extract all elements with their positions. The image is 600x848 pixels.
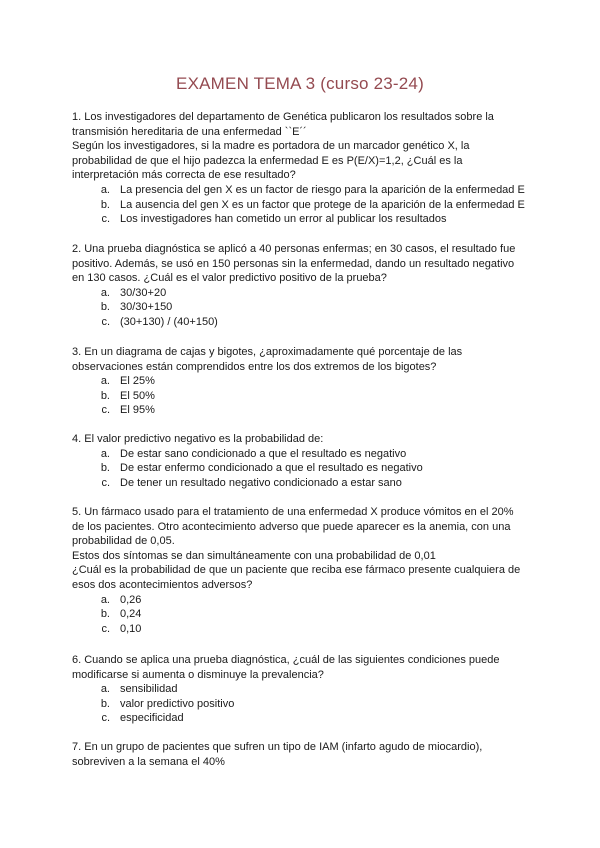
answer-option — [72, 403, 532, 418]
answer-options — [72, 447, 532, 491]
question-text-line: Según los investigadores, si la madre es portadora de un marcador genético X, la — [72, 140, 470, 153]
option-text: 0,24 — [120, 608, 142, 621]
question-3 — [72, 345, 532, 418]
option-marker: c. — [101, 213, 110, 226]
question-text-line: 2. Una prueba diagnóstica se aplicó a 40 personas enfermas; en 30 casos, el resultado fue — [72, 243, 516, 255]
option-text: Los investigadores han cometido un error al publicar los resultados — [120, 213, 447, 226]
option-marker: c. — [101, 315, 110, 328]
answer-option — [72, 315, 532, 330]
question-text-line: ¿Cuál es la probabilidad de que un paciente que reciba ese fármaco presente cualquiera de — [72, 564, 521, 577]
answer-option — [72, 198, 532, 213]
answer-option — [72, 593, 532, 608]
answer-options — [72, 374, 532, 418]
question-text-line: probabilidad de que el hijo padezca la enfermedad E es P(E/X)=1,2, ¿Cuál es la — [72, 154, 463, 167]
answer-options — [72, 183, 532, 227]
option-marker: a. — [100, 683, 110, 696]
option-marker: b. — [100, 301, 110, 314]
option-text: especificidad — [120, 712, 184, 725]
question-text-line: modificarse si aumenta o disminuye la prevalencia? — [72, 668, 324, 681]
answer-option — [72, 622, 532, 637]
option-marker: a. — [100, 593, 110, 606]
question-text-line: probabilidad de 0,05. — [72, 535, 175, 548]
option-marker: b. — [100, 198, 110, 211]
question-text-line: 7. En un grupo de pacientes que sufren un tipo de IAM (infarto agudo de miocardio), — [72, 741, 483, 753]
question-7 — [72, 740, 532, 769]
option-marker: b. — [100, 608, 110, 621]
option-text: 30/30+20 — [120, 286, 167, 299]
answer-option — [72, 286, 532, 301]
answer-option — [72, 212, 532, 227]
option-text: De estar enfermo condicionado a que el resultado es negativo — [120, 462, 423, 475]
question-1 — [72, 110, 532, 227]
answer-option — [72, 374, 532, 389]
question-2 — [72, 242, 532, 330]
answer-option — [72, 476, 532, 491]
option-marker: b. — [100, 697, 110, 710]
option-text: De tener un resultado negativo condicionado a estar sano — [120, 476, 402, 489]
question-text-line: 1. Los investigadores del departamento de Genética publicaron los resultados sobre la — [72, 111, 494, 123]
option-text: 30/30+150 — [120, 301, 173, 314]
option-text: valor predictivo positivo — [120, 697, 235, 710]
option-text: sensibilidad — [120, 683, 178, 696]
question-text-line: Estos dos síntomas se dan simultáneamente con una probabilidad de 0,01 — [72, 549, 436, 562]
option-marker: a. — [100, 286, 110, 299]
question-text-line: observaciones están comprendidos entre los dos extremos de los bigotes? — [72, 360, 437, 373]
option-marker: a. — [100, 447, 110, 460]
question-text-line: transmisión hereditaria de una enfermedad ``E´´ — [72, 125, 307, 138]
question-text-line: sobreviven a la semana el 40% — [72, 755, 225, 768]
answer-option — [72, 711, 532, 726]
option-text: 0,26 — [120, 593, 142, 606]
option-marker: c. — [101, 622, 110, 635]
option-text: 0,10 — [120, 622, 142, 635]
answer-option — [72, 461, 532, 476]
option-text: El 50% — [120, 389, 155, 402]
option-marker: c. — [101, 404, 110, 417]
question-4 — [72, 432, 532, 490]
option-text: La presencia del gen X es un factor de riesgo para la aparición de la enfermedad E — [120, 183, 525, 196]
answer-option — [72, 607, 532, 622]
answer-option — [72, 389, 532, 404]
option-marker: c. — [101, 712, 110, 725]
option-marker: a. — [100, 375, 110, 388]
answer-option — [72, 183, 532, 198]
option-text: El 95% — [120, 404, 155, 417]
question-text-line: en 130 casos. ¿Cuál es el valor predictivo positivo de la prueba? — [72, 272, 387, 285]
answer-option — [72, 447, 532, 462]
question-5 — [72, 505, 532, 636]
option-text: El 25% — [120, 375, 155, 388]
answer-option — [72, 682, 532, 697]
answer-options — [72, 286, 532, 330]
answer-options — [72, 682, 532, 726]
option-marker: b. — [100, 389, 110, 402]
option-marker: b. — [100, 462, 110, 475]
question-text-line: interpretación más correcta de ese resultado? — [72, 169, 296, 182]
answer-options — [72, 593, 532, 637]
answer-option — [72, 300, 532, 315]
option-text: La ausencia del gen X es un factor que protege de la aparición de la enfermedad E — [120, 198, 525, 211]
answer-option — [72, 697, 532, 712]
exam-title: EXAMEN TEMA 3 (curso 23-24) — [176, 74, 424, 93]
option-marker: c. — [101, 476, 110, 489]
question-text-line: de los pacientes. Otro acontecimiento adverso que puede aparecer es la anemia, con una — [72, 520, 511, 533]
question-text-line: 3. En un diagrama de cajas y bigotes, ¿aproximadamente qué porcentaje de las — [72, 346, 463, 358]
question-text-line: 5. Un fármaco usado para el tratamiento de una enfermedad X produce vómitos en el 20% — [72, 506, 514, 518]
question-text-line: 6. Cuando se aplica una prueba diagnóstica, ¿cuál de las siguientes condiciones puede — [72, 654, 500, 666]
question-text-line: positivo. Además, se usó en 150 personas sin la enfermedad, dando un resultado negativo — [72, 257, 515, 270]
question-text-line: esos dos acontecimientos adversos? — [72, 578, 253, 591]
option-text: (30+130) / (40+150) — [120, 315, 218, 328]
question-6 — [72, 653, 532, 726]
option-marker: a. — [100, 183, 110, 196]
option-text: De estar sano condicionado a que el resultado es negativo — [120, 447, 407, 460]
question-text-line: 4. El valor predictivo negativo es la probabilidad de: — [72, 433, 324, 445]
